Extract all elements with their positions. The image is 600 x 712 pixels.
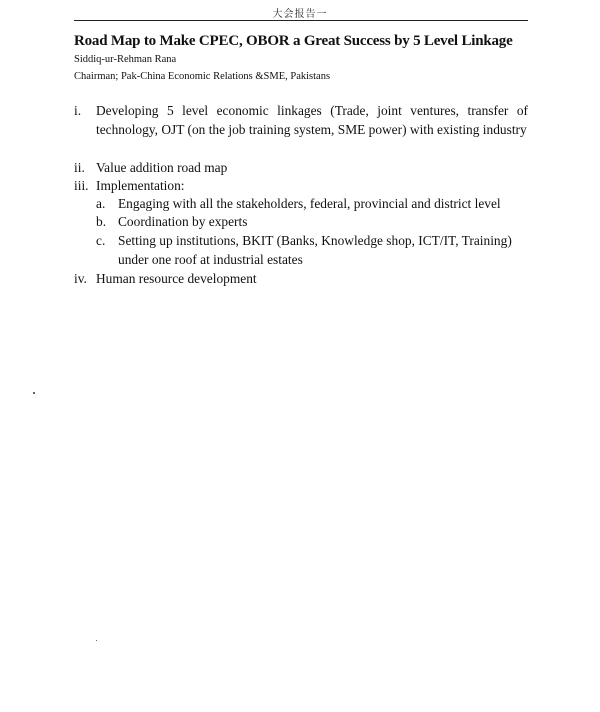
sub-list-marker: c. <box>96 233 106 248</box>
header-rule <box>74 20 528 21</box>
scan-speck <box>33 392 35 394</box>
list-marker: iii. <box>74 178 89 193</box>
running-head-text: 大会报告一 <box>269 9 332 20</box>
list-item-text: Human resource development <box>96 271 257 286</box>
sub-list-item-text: Setting up institutions, BKIT (Banks, Knowledge shop, ICT/IT, Training) under one roof at industrial estates <box>118 233 512 267</box>
list-item-text: Developing 5 level economic linkages (Trade, joint ventures, transfer of technology, OJT (on the job training system, SME power) with existing industry <box>96 103 528 137</box>
scan-speck <box>96 640 97 641</box>
list-marker: iv. <box>74 271 87 286</box>
article-author: Siddiq-ur-Rehman Rana <box>74 54 177 65</box>
sub-list-item-text: Engaging with all the stakeholders, federal, provincial and district level <box>118 196 501 211</box>
list-marker: ii. <box>74 160 85 175</box>
sub-list-marker: b. <box>96 214 107 229</box>
article-affiliation: Chairman; Pak-China Economic Relations &SME, Pakistans <box>74 71 331 82</box>
sub-list-marker: a. <box>96 196 106 211</box>
list-item-text: Value addition road map <box>96 160 228 175</box>
running-head <box>0 5 600 20</box>
list-item-text: Implementation: <box>96 178 185 193</box>
sub-list-item-text: Coordination by experts <box>118 214 248 229</box>
article-title: Road Map to Make CPEC, OBOR a Great Success by 5 Level Linkage <box>74 33 513 49</box>
list-marker: i. <box>74 103 82 118</box>
